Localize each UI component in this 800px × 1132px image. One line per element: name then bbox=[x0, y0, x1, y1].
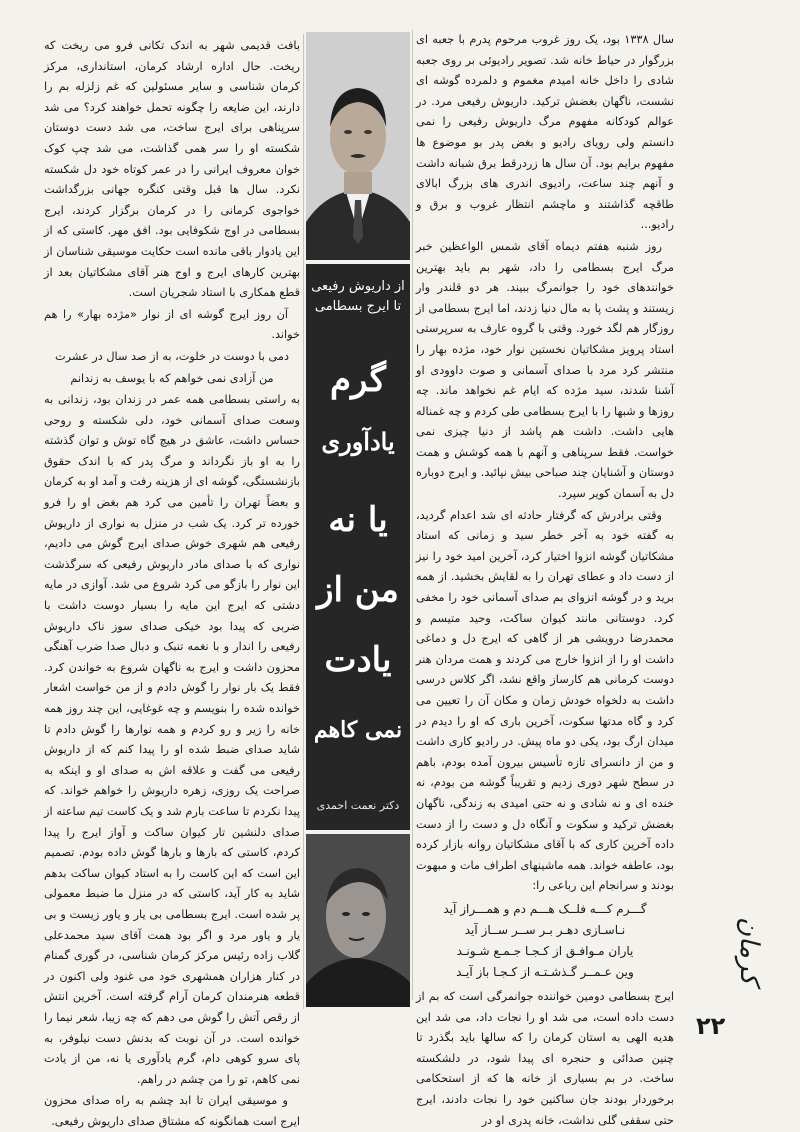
poem-line: یاران مـوافـق از کـجـا جـمـع شـونـد bbox=[456, 943, 634, 958]
title-line: من از bbox=[317, 570, 399, 610]
verse-line: من آزادی نمی خواهم که با یوسف به زندانم bbox=[70, 371, 274, 385]
portrait-man-suit-icon bbox=[306, 32, 410, 260]
poem-quatrain bbox=[416, 899, 674, 983]
column-divider bbox=[303, 34, 304, 1009]
portrait-photo-top bbox=[306, 32, 410, 260]
paragraph: به راستی بسطامی همه عمر در زندان بود، زندانی به وسعت صدای آسمانی خود، دلی شکسته و روحی حساس داشت، عاشق در هیچ گاه توش و توان گذشته را به او باز نگرداند و مرگ پدر که با اندک حقوق بازنشستگی، گوشه ای از هزینه رفت و آمد او به کرمان و بعضاً تهران را تأمین می کرد هم بغض او را فرو خورده تر کرد. یک شب در منزل به نواری از داریوش رفیعی هم شهری خوش صدای ایرج گوش می دادیم، نواری که با صدای مادر داریوش رفیعی که سرگذشت این نوار را بازگو می کرد شروع می شد. آوازی در مایه دشتی که ایرج این مایه را بسیار دوست داشت با ضربی که پیدا بود خیکی صدای سوز ناک داریوش رفیعی را اندار و با نغمه تنبک و دبال صدا ضرب آهنگی محزون داشت و ایرج به ناگهان شروع به خواندن کرد. فقط یک بار نوار را گوش دادم و از من خواست اشعار خوانده شده را بنویسم و چه غوغایی، این چند روز همه خانه را زیر و رو کردم و همه نوارها را گوش دادم تا شاید صدای ضبط شده او را پیدا کنم که از داریوش رفیعی می گفت و علاقه اش به صدای او و اینکه به صراحت یک روزی، زهره داریوش را خواهم خواند. که پیدا نکردم تا ساعت بارم شد و یک کاست تیم ساعته از صدای دلنشین تار کیوان ساکت و آواز ایرج را پیدا کردم، کاستی که بارها و بارها گوش داده بودم. تصمیم این است که این کاست را به استاد کیوان ساکت بدهم شاید به کار آید، کاستی که در منزل ما ضبط معمولی پر شده است. ایرج بسطامی بی یار و یاور زیست و بی یار و یاور مرد و اگر بود همت آقای سید محمدعلی گلاب زاده رئیس مرکز کرمان شناسی، در گوری گمنام در کنار هزاران همشهری خود می غنود ولی اکنون در قطعه هنرمندان کرمان آرام گرفته است. آخرین انتش از رقص آتش را گوش می دهم که چه زیبا، شعر نیما را خوانده است. در آن نوبت که بدنش دست نیلوفر، به پای سرو کوهی دام، گرم یادآوری یا نه، من از یادت نمی کاهم، تو را من چشم در راهم. bbox=[44, 393, 300, 1086]
title-line: نمی کاهم bbox=[313, 717, 403, 743]
paragraph: سال ۱۳۳۸ بود، یک روز غروب مرحوم پدرم با جعبه ای بزرگوار در حیاط خانه شد. تصویر رادیوئی بر روی جعبه شادی را داخل خانه امیدم مغموم و دلمرده گوشه ای نشست، ناگهان بغضش ترکید. داریوش رفیعی مرد. در عوالم کودکانه مفهوم مرگ داریوش رفیعی را نمی دانستم ولی رویای رادیو و بغض پدر بو موضوع ها مفهوم برایم بود. آن سال ها زردرقط برق شبانه داشت و آنهم چند ساعت، رادیوی اندری های بزرگ ابالای طاقچه گذاشتند و ماچشم انتظار غروب و برق و رادیو... bbox=[416, 33, 674, 232]
paragraph: و موسیقی ایران تا ابد چشم به راه صدای محزون ایرج است همانگونه که مشتاق صدای داریوش رفیعی. bbox=[44, 1094, 300, 1128]
paragraph: آن روز ایرج گوشه ای از نوار «مژده بهار» را هم خواند. bbox=[44, 307, 300, 342]
poem-line: گـــرم کـــه فلــک هـــم دم و همـــراز آید bbox=[443, 901, 647, 916]
paragraph: ایرج بسطامی دومین خواننده جوانمرگی است که بم از دست داده است، می شد او را نجات داد، می شد این هدیه الهی به استان کرمان را که سالها باید بگذرد تا چنین صدائی و حنجره ای پیدا شود، در دلشکسته ساخت. در بم بسیاری از خانه ها که از استحکامی برخوردار بودند جان ساکنین خود را نجات دادند، ایرج حتی سقفی گلی نداشت، خانه پدری او در bbox=[416, 989, 674, 1127]
poem-line: وین عـمــر گـذشـتـه از کـجـا باز آیـد bbox=[456, 964, 634, 979]
subtitle-line: تا ایرج بسطامی bbox=[314, 299, 402, 314]
paragraph: بافت قدیمی شهر به اندک تکانی فرو می ریخت که ریخت. حال اداره ارشاد کرمان، استانداری، مرکز کرمان شناسی و سایر مسئولین که غم زلزله بم را دارند، این ضایعه را چگونه تحمل خواهند کرد؟ می شد سرپناهی برای ایرج ساخت، می شد دست دوستان شکسته او را سر همی گذاشت، می شد چپ کوک خوان معروف ایرانی را در عمر کوتاه خود دل شکسته نکرد. سال ها قبل وقتی کنگره جهانی بزرگداشت خواجوی کرمانی را در کرمان برگزار کردند، ایرج بسطامی در اوج شکوفایی بود. افق مهر. کاستی که از این یادوار باقی مانده است حکایت موسیقی شناسان از بهترین کارهای ایرج و اوج هنر آقای مشکاتیان بعد از قطع همکاری با استاد شجریان است. bbox=[44, 39, 300, 300]
page-number: ۲۲ bbox=[696, 1012, 726, 1040]
title-line: یادآوری bbox=[321, 427, 395, 456]
paragraph: وقتی برادرش که گرفتار حادثه ای شد اعدام گردید، به گفته خود به آخر خطر سید و زمانی که استاد مشکاتیان گوشه انزوا اختیار کرد، آخرین امید خود را نیز از دست داد و عطای تهران را به لقایش بخشید. از همه برید و در گوشه انزوای بم صدای آسمانی خود را مخفی کرد. دوستانی مانند کیوان ساکت، وحید متیسم و محمدرضا درویشی هر از گاهی که ایرج دل و دماغی داشت او را از انزوا خارج می کردند و همت مردان هنر دوست کرمانی هم کارساز واقع نشد، اگر کلاس درسی داشت به دلخواه خودش زمان و مکان آن را تعیین می کرد و گاه مدتها سکوت، آخرین باری که او را دیدم در میدان ارگ بود، یکی دو ماه پیش. در رادیو کاری داشت و من از دانسرای تازه تأسیس بیرون آمده بودم، باهم در سطح شهر دوری زدیم و تقریباً گوشه من بودم، نه خنده ای و نه شادی و نه حتی امیدی به زندگی، ناگهان بغضش ترکید و سکوت و آنگاه دل و دست را از دست داده آخرین کاری که با آقای مشکاتیان روانه بازار کرده بود، عاطفه خواند. همه ماشینهای اطراف مات و مبهوت بودند و سرانجام این رباعی را: bbox=[416, 508, 674, 893]
column-divider bbox=[412, 30, 413, 1000]
byline: دکتر نعمت احمدی bbox=[316, 799, 400, 812]
right-text-column bbox=[416, 30, 674, 1127]
left-text-column bbox=[44, 36, 300, 1128]
magazine-logo: کرمان bbox=[734, 917, 764, 985]
poem-line: نـاسـازی دهـر بـر ســر ســاز آید bbox=[464, 922, 626, 937]
title-strip bbox=[306, 32, 410, 1007]
subtitle-line: از داریوش رفیعی bbox=[311, 279, 405, 294]
portrait-man-icon bbox=[306, 834, 410, 1007]
portrait-photo-bottom bbox=[306, 834, 410, 1007]
article-title-box bbox=[306, 264, 410, 830]
verse-line: دمی با دوست در خلوت، به از صد سال در عشرت bbox=[55, 349, 289, 363]
title-line: گرم bbox=[330, 360, 386, 400]
title-line: یا نه bbox=[328, 500, 388, 540]
title-line: یادت bbox=[324, 640, 392, 680]
paragraph: روز شنبه هفتم دیماه آقای شمس الواعظین خبر مرگ ایرج بسطامی را داد، شهر بم باید بهترین خوانندهای خود را جوانمرگ ببیند. هر دو قلندر وار زیستند و پشت پا به مال دنیا زدند، اما ایرج بسطامی از روزگار هم لگد خورد. وقتی با گروه عارف به سرپرستی استاد پرویز مشکاتیان نخستین نوار خود، مژده بهار را منتشر کرد مرد با صدای آسمانی و صوت داوودی او آشنا شدند، سید مژده که ایام غم نخواهد ماند. چه روزها و شبها را با ایرج بسطامی طی کردم و چه غمناله هایی داشت. داشت هم پاشد از دنیا چیزی نمی خواست. فقط سرپناهی و آنهم با همه کوشش و همت دوستان و آشنایان چند صباحی بیش نپائید. و ایرج دوباره دل به آسمان کویر سپرد. bbox=[416, 239, 674, 501]
